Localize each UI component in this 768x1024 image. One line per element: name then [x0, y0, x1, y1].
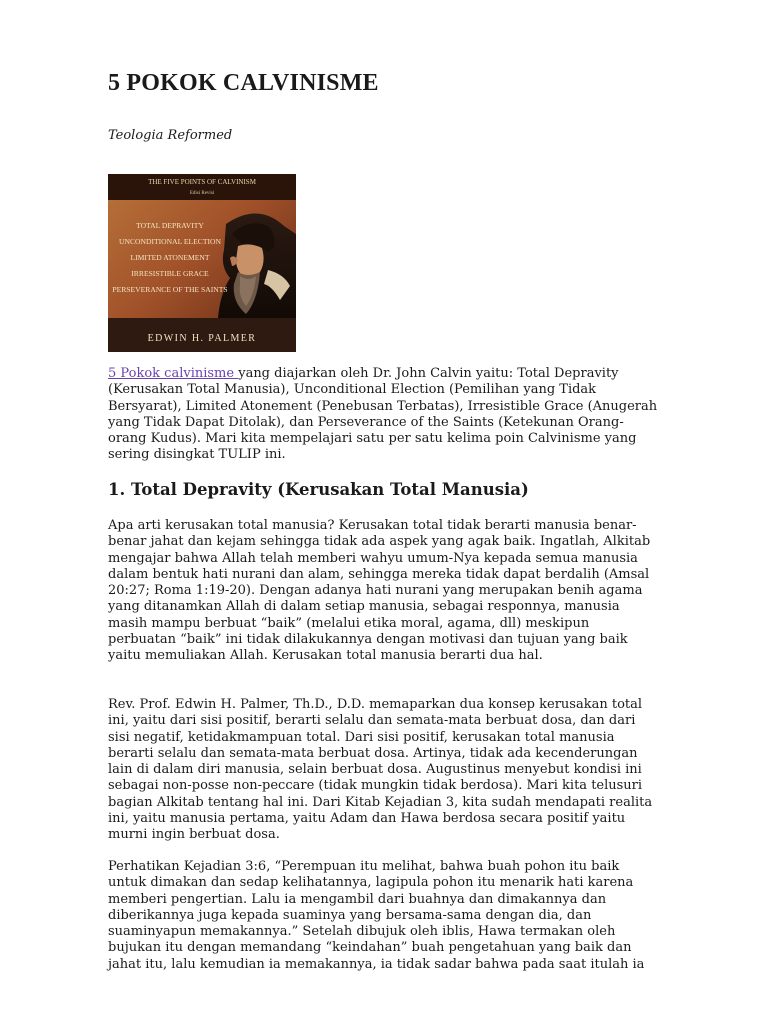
calvin-portrait-illustration [218, 213, 296, 318]
cover-point: IRRESISTIBLE GRACE [131, 269, 209, 278]
article-category: Teologia Reformed [108, 128, 233, 143]
body-paragraph: Rev. Prof. Edwin H. Palmer, Th.D., D.D. memaparkan dua konsep kerusakan total ini, yaitu dari sisi positif, berarti selalu dan semata-mata berbuat dosa, dan dari sisi negatif, ketidakmampuan total. Dari sisi positif, kerusakan total manusia berarti selalu dan semata-mata berbuat dosa. Artinya, tidak ada kecenderungan lain di dalam diri manusia, selain berbuat dosa. Augustinus menyebut kondisi ini sebagai non-posse non-peccare (tidak mungkin tidak berdosa). Mari kita telusuri bagian Alkitab tentang hal ini. Dari Kitab Kejadian 3, kita sudah mendapati realita ini, yaitu manusia pertama, yaitu Adam dan Hawa berdosa secara positif yaitu murni ingin berbuat dosa. [108, 697, 653, 843]
section-heading: 1. Total Depravity (Kerusakan Total Manusia) [108, 480, 529, 499]
intro-text: yang diajarkan oleh Dr. John Calvin yaitu: Total Depravity (Kerusakan Total Manusia), Unconditional Election (Pemilihan yang Tidak Bersyarat), Limited Atonement (Penebusan Terbatas), Irresistible Grace (Anugerah yang Tidak Dapat Ditolak), dan Perseverance of the Saints (Ketekunan Orang-orang Kudus). Mari kita mempelajari satu per satu kelima poin Calvinisme yang sering disingkat TULIP ini. [108, 366, 658, 463]
book-cover-image [108, 174, 296, 352]
cover-series-title: THE FIVE POINTS OF CALVINISM [148, 178, 256, 186]
cover-point: TOTAL DEPRAVITY [136, 221, 204, 230]
page-title: 5 POKOK CALVINISME [108, 70, 379, 96]
body-paragraph: Perhatikan Kejadian 3:6, “Perempuan itu melihat, bahwa buah pohon itu baik untuk dimakan dan sedap kelihatannya, lagipula pohon itu menarik hati karena memberi pengertian. Lalu ia mengambil dari buahnya dan dimakannya dan diberikannya juga kepada suaminya yang bersama-sama dengan dia, dan suaminyapun memakannya.” Setelah dibujuk oleh iblis, Hawa termakan oleh bujukan itu dengan memandang “keindahan” buah pengetahuan yang baik dan jahat itu, lalu kemudian ia memakannya, ia tidak sadar bahwa pada saat itulah ia [108, 859, 645, 972]
cover-point: LIMITED ATONEMENT [130, 253, 210, 262]
intro-paragraph [108, 366, 660, 464]
cover-author: EDWIN H. PALMER [147, 333, 257, 344]
cover-point: UNCONDITIONAL ELECTION [118, 237, 222, 246]
cover-point: PERSEVERANCE OF THE SAINTS [112, 285, 228, 294]
body-paragraph: Apa arti kerusakan total manusia? Kerusakan total tidak berarti manusia benar-benar jahat dan kejam sehingga tidak ada aspek yang agak baik. Ingatlah, Alkitab mengajar bahwa Allah telah memberi wahyu umum-Nya kepada semua manusia dalam bentuk hati nurani dan alam, sehingga mereka tidak dapat berdalih (Amsal 20:27; Roma 1:19-20). Dengan adanya hati nurani yang merupakan benih agama yang ditanamkan Allah di dalam setiap manusia, sebagai responnya, manusia masih mampu berbuat “baik” (melalui etika moral, agama, dll) meskipun perbuatan “baik” ini tidak dilakukannya dengan motivasi dan tujuan yang baik yaitu memuliakan Allah. Kerusakan total manusia berarti dua hal. [108, 518, 651, 664]
calvinism-link[interactable]: 5 Pokok calvinisme [108, 366, 239, 381]
cover-edition: Edisi Revisi [189, 191, 215, 196]
